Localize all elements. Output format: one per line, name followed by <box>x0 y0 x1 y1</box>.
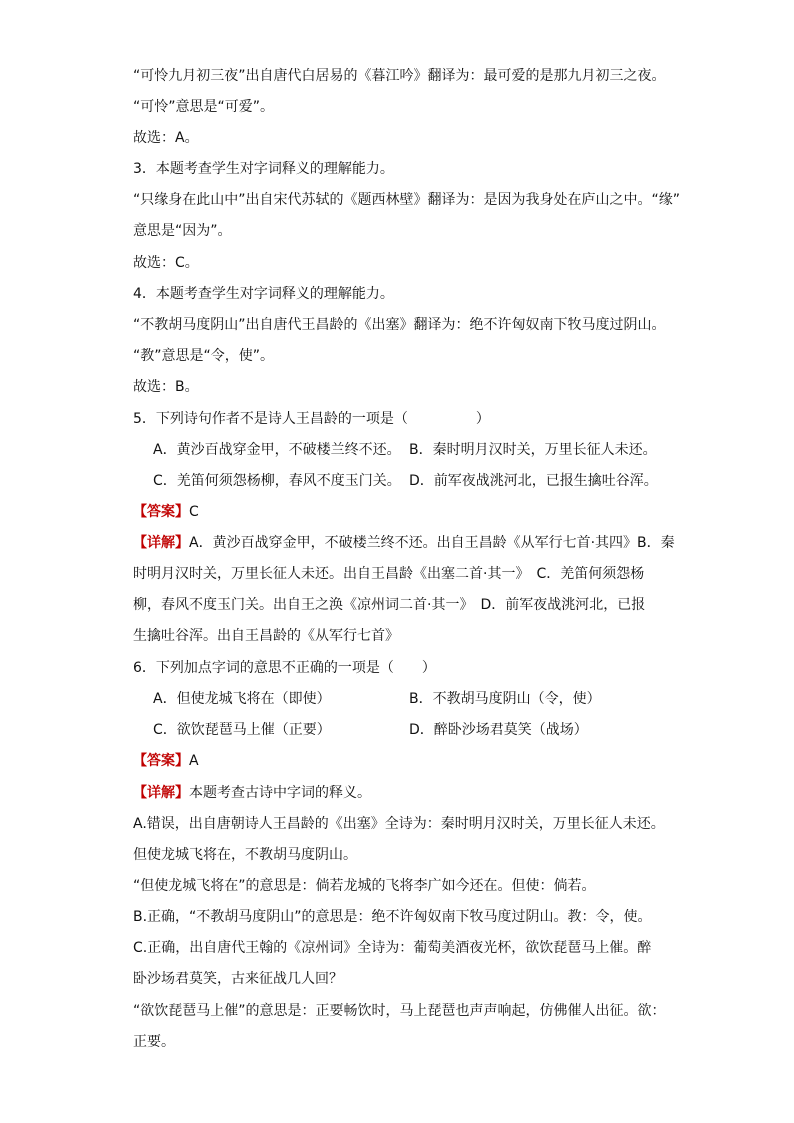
option-c: C．羌笛何须怨杨柳，春风不度玉门关。 <box>153 473 401 489</box>
question-6-stem: 6．下列加点字词的意思不正确的一项是（ ） <box>133 660 436 676</box>
text-line: A.错误，出自唐朝诗人王昌龄的《出塞》全诗为：秦时明月汉时关，万里长征人未还。 <box>133 816 665 832</box>
text-line: “不教胡马度阴山”出自唐代王昌龄的《出塞》翻译为：绝不许匈奴南下牧马度过阴山。 <box>133 317 666 333</box>
question-5-stem <box>0 410 794 428</box>
text-line: C.正确，出自唐代王翰的《凉州词》全诗为：葡萄美酒夜光杯，欲饮琵琶马上催。醉 <box>133 940 652 956</box>
text-line: 但使龙城飞将在，不教胡马度阴山。 <box>133 847 357 863</box>
question-6-options-row-1 <box>0 690 794 708</box>
text-line: 4．本题考查学生对字词释义的理解能力。 <box>133 286 394 302</box>
answer-value: A <box>189 753 199 769</box>
option-d: D．醉卧沙场君莫笑（战场） <box>409 722 588 738</box>
option-c: C．欲饮琵琶马上催（正要） <box>153 722 331 738</box>
option-b: B．秦时明月汉时关，万里长征人未还。 <box>409 442 657 458</box>
detail-text: 本题考查古诗中字词的释义。 <box>189 785 371 801</box>
question-5-detail <box>0 534 794 552</box>
text-line: “但使龙城飞将在”的意思是：倘若龙城的飞将李广如今还在。但使：倘若。 <box>133 878 596 894</box>
text-line: “只缘身在此山中”出自宋代苏轼的《题西林壁》翻译为：是因为我身处在庐山之中。“缘” <box>133 192 681 208</box>
detail-tag: 【详解】 <box>133 535 189 551</box>
question-6-answer <box>0 752 794 770</box>
option-a: A．黄沙百战穿金甲，不破楼兰终不还。 <box>153 442 401 458</box>
text-line: “可怜”意思是“可爱”。 <box>133 99 275 115</box>
answer-tag: 【答案】 <box>133 504 189 520</box>
question-6-options-row-2 <box>0 721 794 739</box>
text-line: 卧沙场君莫笑，古来征战几人回？ <box>133 971 343 987</box>
text-line: 时明月汉时关，万里长征人未还。出自王昌龄《出塞二首·其一》 C．羌笛何须怨杨 <box>133 566 645 582</box>
question-5-stem-text: 5．下列诗句作者不是诗人王昌龄的一项是（ <box>133 411 408 427</box>
text-line: “教”意思是“令，使”。 <box>133 348 275 364</box>
text-line: 生擒吐谷浑。出自王昌龄的《从军行七首》 <box>133 628 399 644</box>
option-d: D．前军夜战洮河北，已报生擒吐谷浑。 <box>409 473 658 489</box>
option-a: A．但使龙城飞将在（即使） <box>153 691 331 707</box>
text-line: 正要。 <box>133 1034 175 1050</box>
text-line: 故选：A。 <box>133 130 199 146</box>
text-line: 3．本题考查学生对字词释义的理解能力。 <box>133 161 394 177</box>
text-line: 故选：C。 <box>133 255 199 271</box>
question-6-detail <box>0 784 794 802</box>
detail-text: A．黄沙百战穿金甲，不破楼兰终不还。出自王昌龄《从军行七首·其四》B．秦 <box>189 535 675 551</box>
option-b: B．不教胡马度阴山（令，使） <box>409 691 601 707</box>
text-line: B.正确，“不教胡马度阴山”的意思是：绝不许匈奴南下牧马度过阴山。教：令，使。 <box>133 909 652 925</box>
answer-value: C <box>189 504 199 520</box>
text-line: 柳，春风不度玉门关。出自王之涣《凉州词二首·其一》 D．前军夜战洮河北，已报 <box>133 597 646 613</box>
question-5-options-row-1 <box>0 441 794 459</box>
text-line: “可怜九月初三夜”出自唐代白居易的《暮江吟》翻译为：最可爱的是那九月初三之夜。 <box>133 68 666 84</box>
text-line: 意思是“因为”。 <box>133 223 232 239</box>
text-line: “欲饮琵琶马上催”的意思是：正要畅饮时，马上琵琶也声声响起，仿佛催人出征。欲： <box>133 1003 666 1019</box>
question-5-options-row-2 <box>0 472 794 490</box>
answer-tag: 【答案】 <box>133 753 189 769</box>
question-5-stem-close: ） <box>475 411 490 427</box>
question-5-answer <box>0 503 794 521</box>
detail-tag: 【详解】 <box>133 785 189 801</box>
text-line: 故选：B。 <box>133 379 199 395</box>
